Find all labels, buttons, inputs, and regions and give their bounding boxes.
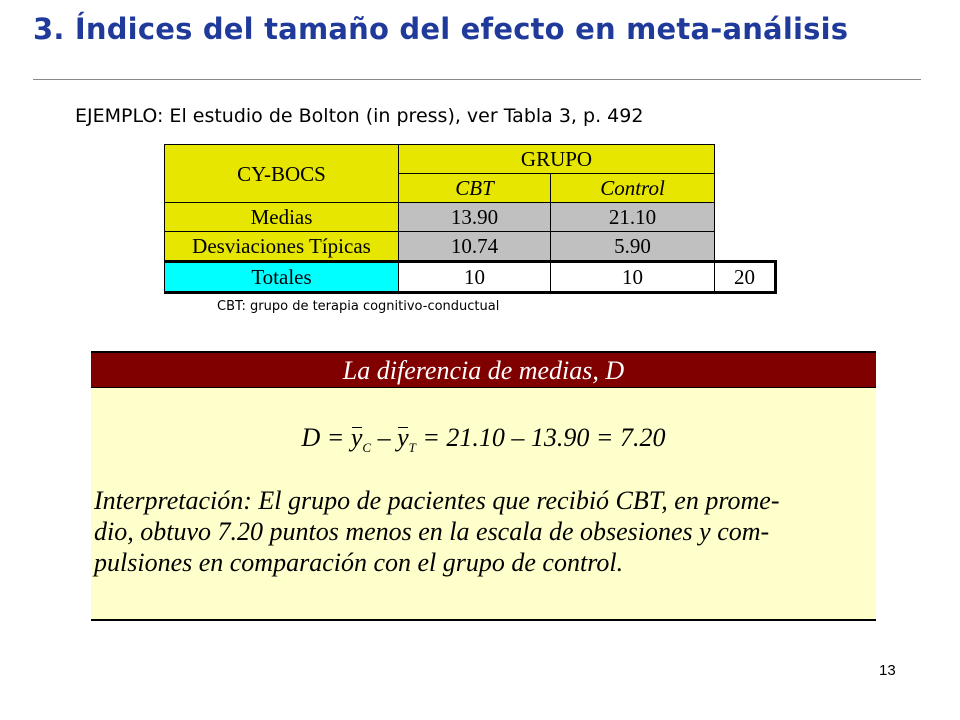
table-cell: 5.90 [551, 232, 715, 262]
formula-rhs: = 21.10 – 13.90 = 7.20 [422, 423, 666, 452]
formula-lhs: D = [301, 423, 345, 452]
formula [91, 423, 876, 456]
table-cell: 13.90 [399, 203, 551, 232]
table-totals-label: Totales [165, 262, 399, 293]
table-row-label: Medias [165, 203, 399, 232]
data-table [164, 144, 777, 294]
table-row [165, 203, 776, 232]
table-totals-row [165, 262, 776, 293]
table-col-cbt: CBT [399, 174, 551, 203]
example-text: EJEMPLO: El estudio de Bolton (in press), ver Tabla 3, p. 492 [75, 105, 644, 127]
title-divider [33, 79, 921, 80]
formula-mean-control: $y_C$ [350, 423, 372, 456]
formula-minus: – [377, 423, 391, 452]
interpretation-line: dio, obtuvo 7.20 puntos menos en la escala de obsesiones y com- [94, 517, 770, 546]
table-cell: 21.10 [551, 203, 715, 232]
interpretation-line: Interpretación: El grupo de pacientes que recibió CBT, en prome- [94, 486, 780, 515]
table-col-control: Control [551, 174, 715, 203]
formula-mean-treatment: $y_T$ [397, 423, 416, 456]
table-grand-total: 20 [715, 262, 776, 293]
slide-title: 3. Índices del tamaño del efecto en meta-análisis [33, 12, 849, 46]
table-cell: 10 [399, 262, 551, 293]
table-footnote: CBT: grupo de terapia cognitivo-conductual [217, 299, 500, 314]
table-row [165, 232, 776, 262]
table-cell: 10.74 [399, 232, 551, 262]
interpretation-line: pulsiones en comparación con el grupo de control. [94, 548, 624, 577]
table-row-label: Desviaciones Típicas [165, 232, 399, 262]
mean-difference-panel [91, 351, 876, 621]
page-number: 13 [879, 662, 896, 679]
table-header-measure: CY-BOCS [165, 145, 399, 203]
interpretation [94, 485, 874, 578]
table-cell: 10 [551, 262, 715, 293]
panel-header: La diferencia de medias, D [91, 353, 876, 388]
table-header-group: GRUPO [399, 145, 715, 174]
